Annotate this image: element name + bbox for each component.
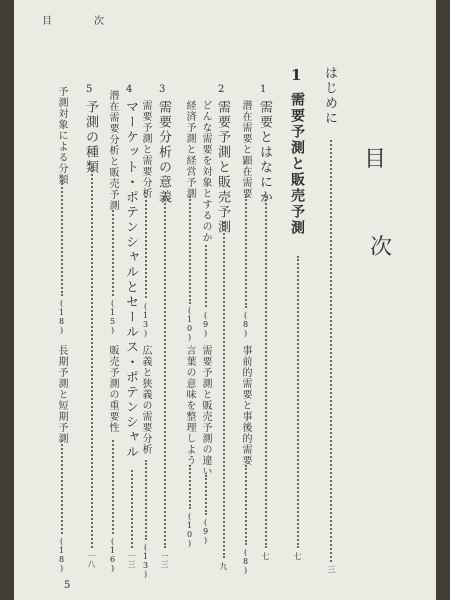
section-5-sub-2-page: (18) [57, 537, 66, 573]
section-3-sub-1-leader [145, 196, 147, 298]
running-head-right: 次 [94, 16, 105, 27]
section-3-number: 3 [159, 84, 167, 95]
chapter-title: 需要予測と販売予測 [289, 92, 305, 236]
section-1-sub-2-page: (8) [241, 548, 250, 575]
section-5-sub-2-leader [61, 440, 63, 534]
section-4-sub-2-page: (16) [108, 537, 117, 573]
section-2-sub-3-leader [189, 196, 191, 304]
section-2-sub-3: 経済予測と経営予測 [184, 100, 195, 199]
section-2-sub-4: 言葉の意味を整理しよう [184, 345, 195, 466]
section-2-sub-4-leader [189, 465, 191, 509]
section-1-title: 需要とはなにか [257, 100, 272, 205]
page-number: 5 [64, 580, 72, 591]
section-4-sub-2-leader [112, 440, 114, 534]
section-2-sub-1-page: (9) [201, 311, 210, 338]
section-1-sub-1-page: (8) [241, 311, 250, 338]
section-3-sub-1-page: (13) [141, 302, 150, 338]
section-4-number: 4 [126, 84, 134, 95]
section-5-sub-1-leader [61, 180, 63, 296]
chapter-page: 七 [293, 552, 302, 560]
section-1-sub-2: 事前的需要と事後的需要 [240, 345, 251, 466]
page-title-first-char: 目 [364, 147, 387, 172]
section-1-page: 七 [261, 552, 270, 560]
section-3-sub-2-page: (13) [141, 543, 150, 579]
book-page [14, 0, 436, 600]
section-3-title: 需要分析の意義 [156, 100, 171, 205]
section-2-sub-4-page: (10) [185, 512, 194, 548]
section-1-sub-1: 潜在需要と顕在需要 [240, 100, 251, 199]
section-4-sub-1: 潜在需要分析と販売予測 [107, 90, 118, 211]
section-5-sub-1: 予測対象による分類 [56, 86, 67, 185]
section-2-page: 九 [219, 562, 228, 570]
intro-label: はじめに [322, 66, 337, 126]
intro-page: 三 [327, 565, 336, 573]
section-1-sub-1-leader [245, 196, 247, 308]
section-2-sub-1: どんな需要を対象とするのか [200, 100, 211, 243]
section-2-sub-2-page: (9) [201, 518, 210, 545]
section-2-sub-3-page: (10) [185, 306, 194, 342]
section-5-page: 一八 [87, 552, 96, 568]
section-2-sub-1-leader [205, 245, 207, 307]
section-4-leader [131, 470, 133, 548]
section-2-leader [223, 222, 225, 558]
section-4-page: 一三 [127, 552, 136, 568]
section-3-sub-1: 需要予測と需要分析 [140, 100, 151, 199]
section-4-title: マーケット・ポテンシャルとセールス・ポテンシャル [123, 100, 138, 460]
chapter-leader [297, 256, 299, 548]
chapter-number: 1 [291, 66, 302, 84]
section-2-sub-2-leader [205, 475, 207, 515]
section-3-sub-2-leader [145, 460, 147, 540]
section-1-leader [265, 196, 267, 548]
section-4-sub-1-leader [112, 210, 114, 296]
section-2-title: 需要予測と販売予測 [215, 100, 230, 235]
section-5-sub-2: 長期予測と短期予測 [56, 345, 67, 444]
section-3-sub-2: 広義と狭義の需要分析 [140, 345, 151, 455]
section-2-number: 2 [218, 84, 226, 95]
running-head-left: 目 [42, 16, 53, 27]
section-1-number: 1 [260, 84, 268, 95]
section-5-number: 5 [86, 84, 94, 95]
section-4-sub-1-page: (15) [108, 299, 117, 335]
intro-leader [330, 140, 332, 562]
section-4-sub-2: 販売予測の重要性 [107, 345, 118, 433]
section-5-title: 予測の種類 [83, 100, 98, 175]
section-5-leader [91, 166, 93, 548]
section-2-sub-2: 需要予測と販売予測の違い [200, 345, 211, 477]
section-1-sub-2-leader [245, 465, 247, 545]
section-5-sub-1-page: (18) [57, 299, 66, 335]
page-title-second-char: 次 [370, 235, 393, 260]
section-3-leader [164, 196, 166, 548]
section-3-page: 一三 [160, 552, 169, 568]
